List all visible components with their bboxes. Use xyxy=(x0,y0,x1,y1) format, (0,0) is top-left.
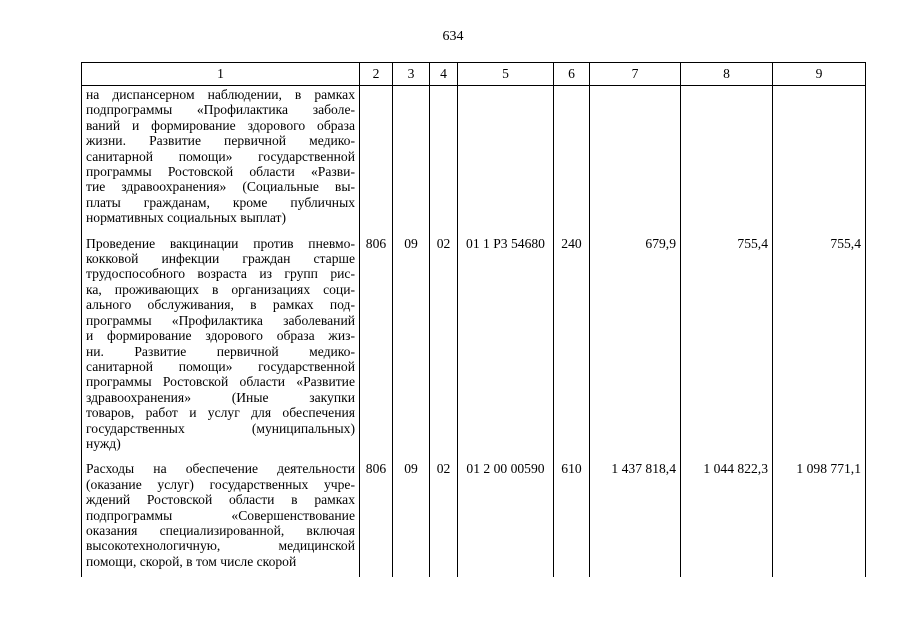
target-article-code: 01 2 00 00590 xyxy=(458,459,554,577)
row-description xyxy=(82,86,360,234)
description-line: помощи, скорой, в том числе скорой xyxy=(86,553,297,569)
expense-type-code: 610 xyxy=(554,459,590,577)
expense-type-code xyxy=(554,86,590,234)
description-line: санитарной помощи» государственной xyxy=(86,148,355,164)
row-description xyxy=(82,234,360,460)
header-col-5: 5 xyxy=(458,63,554,86)
description-line: ни. Развитие первичной медико- xyxy=(86,343,355,359)
section-code xyxy=(393,86,430,234)
description-line: платы гражданам, кроме публичных xyxy=(86,194,355,210)
description-line: и формирование здорового образа жиз- xyxy=(86,328,355,344)
table-body xyxy=(82,86,866,578)
expense-type-code: 240 xyxy=(554,234,590,460)
header-col-2: 2 xyxy=(360,63,393,86)
description-line: программы Ростовской области «Разви- xyxy=(86,164,355,180)
ministry-code xyxy=(360,86,393,234)
description-line: высокотехнологичную, медицинской xyxy=(86,538,355,554)
description-line: ждений Ростовской области в рамках xyxy=(86,492,355,508)
subsection-code: 02 xyxy=(430,234,458,460)
description-line: (оказание услуг) государственных учре- xyxy=(86,476,355,492)
row-description xyxy=(82,459,360,577)
amount-year-2: 755,4 xyxy=(681,234,773,460)
subsection-code xyxy=(430,86,458,234)
description-line: тие здравоохранения» (Социальные вы- xyxy=(86,179,355,195)
table-row xyxy=(82,234,866,460)
header-col-9: 9 xyxy=(773,63,866,86)
description-line: Проведение вакцинации против пневмо- xyxy=(86,235,355,251)
section-code: 09 xyxy=(393,459,430,577)
amount-year-1 xyxy=(590,86,681,234)
amount-year-2 xyxy=(681,86,773,234)
header-row xyxy=(82,63,866,86)
description-line: жизни. Развитие первичной медико- xyxy=(86,133,355,149)
description-line: подпрограммы «Совершенствование xyxy=(86,507,355,523)
target-article-code: 01 1 Р3 54680 xyxy=(458,234,554,460)
header-col-8: 8 xyxy=(681,63,773,86)
section-code: 09 xyxy=(393,234,430,460)
amount-year-1: 1 437 818,4 xyxy=(590,459,681,577)
description-line: трудоспособного возраста из групп рис- xyxy=(86,266,355,282)
description-line: ального обслуживания, в рамках под- xyxy=(86,297,355,313)
header-col-7: 7 xyxy=(590,63,681,86)
table-row xyxy=(82,459,866,577)
description-line: здравоохранения» (Иные закупки xyxy=(86,389,355,405)
description-line: Расходы на обеспечение деятельности xyxy=(86,461,355,477)
description-line: государственных (муниципальных) xyxy=(86,420,355,436)
description-line: оказания специализированной, включая xyxy=(86,522,355,538)
amount-year-3: 755,4 xyxy=(773,234,866,460)
amount-year-2: 1 044 822,3 xyxy=(681,459,773,577)
ministry-code: 806 xyxy=(360,234,393,460)
amount-year-3: 1 098 771,1 xyxy=(773,459,866,577)
budget-table xyxy=(81,62,866,577)
amount-year-3 xyxy=(773,86,866,234)
description-line: подпрограммы «Профилактика заболе- xyxy=(86,102,355,118)
description-line: санитарной помощи» государственной xyxy=(86,358,355,374)
description-line: программы «Профилактика заболеваний xyxy=(86,312,355,328)
table-row xyxy=(82,86,866,234)
target-article-code xyxy=(458,86,554,234)
description-line: кокковой инфекции граждан старше xyxy=(86,251,355,267)
ministry-code: 806 xyxy=(360,459,393,577)
description-line: ка, проживающих в организациях соци- xyxy=(86,281,355,297)
subsection-code: 02 xyxy=(430,459,458,577)
description-line: нужд) xyxy=(86,435,121,451)
header-col-4: 4 xyxy=(430,63,458,86)
header-col-1: 1 xyxy=(82,63,360,86)
description-line: на диспансерном наблюдении, в рамках xyxy=(86,87,355,102)
description-line: нормативных социальных выплат) xyxy=(86,210,286,226)
description-line: ваний и формирование здорового образа xyxy=(86,117,355,133)
description-line: программы Ростовской области «Развитие xyxy=(86,374,355,390)
amount-year-1: 679,9 xyxy=(590,234,681,460)
page-number: 634 xyxy=(442,29,464,44)
header-col-6: 6 xyxy=(554,63,590,86)
header-col-3: 3 xyxy=(393,63,430,86)
description-line: товаров, работ и услуг для обеспечения xyxy=(86,405,355,421)
